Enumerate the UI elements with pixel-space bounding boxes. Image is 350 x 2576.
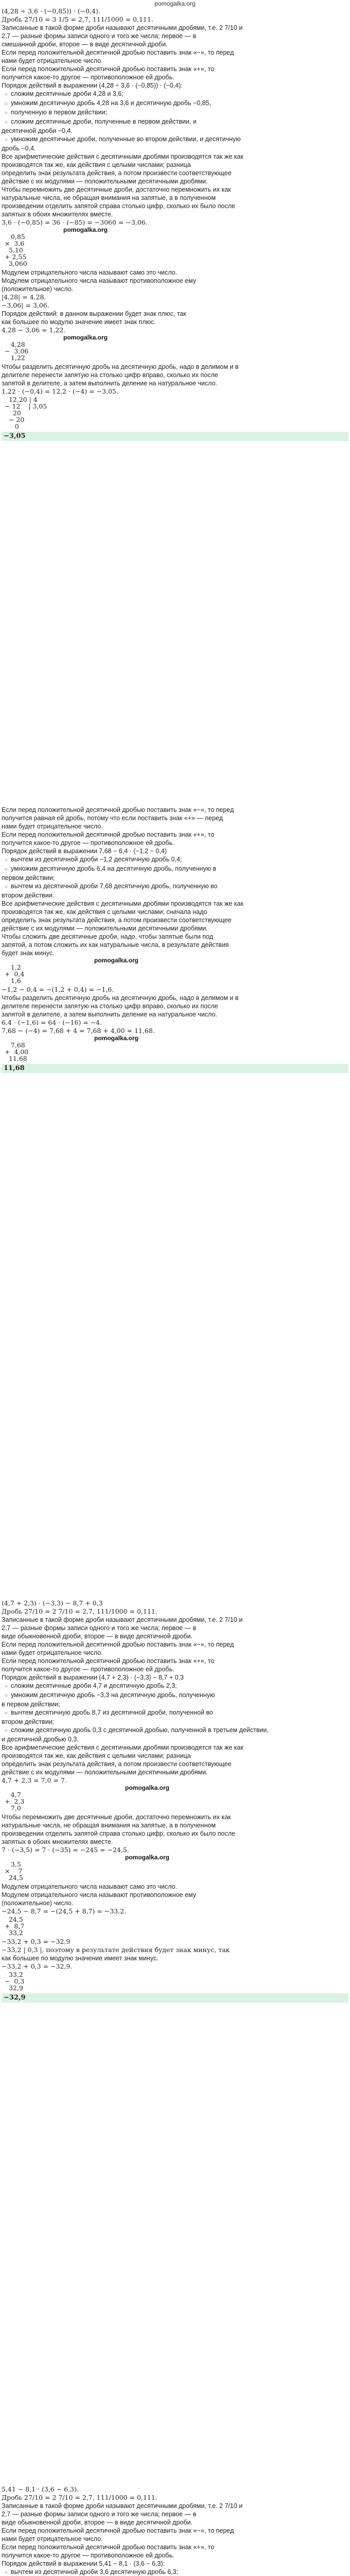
text-line: нами будет отрицательное число.: [2, 57, 103, 64]
text-line: Если перед положительной десятичной дробью поставить знак «+», то: [2, 1657, 215, 1665]
text-line: первом действии;: [2, 874, 55, 882]
math-line: 7,68 − (−4) = 7,68 + 4 = 7,68 + 4,00 = 11,68.: [2, 1027, 155, 1035]
text-line: нами будет отрицательное число.: [2, 2535, 103, 2543]
text-line: определить знак результата действия, а потом произвести соответствующее: [2, 1760, 232, 1768]
text-line: запятой, а потом сложить их как натуральные числа, в результате действия: [2, 941, 229, 948]
text-line: втором действии;: [2, 1718, 55, 1725]
text-line: запятой в делителе, а затем выполнить деление на натуральное число.: [2, 1011, 218, 1018]
text-line: действие с их модулями — положительными десятичными дробями.: [2, 178, 208, 185]
text-line: и десятичной дробью 0,3.: [2, 1736, 79, 1743]
calc-row: 24,5: [5, 1874, 23, 1882]
text-line: Модулем отрицательного числа называют противоположное ему: [2, 1891, 196, 1899]
text-line: получится какое-то другое — противоположное ей дробь.: [2, 2552, 174, 2559]
solution-section-a: [2, 7, 348, 806]
answer-highlight: −32,9: [2, 1993, 348, 2003]
text-line: делителе перенести запятую на столько цифр вправо, сколько их после: [2, 371, 218, 379]
text-line: Если перед положительной десятичной дробью поставить знак «−», то перед: [2, 2527, 234, 2534]
text-line: ○ сложим десятичные дроби, полученные в первом действии, и: [2, 117, 348, 127]
text-line: получится какое-то другое — противоположное ей дробь.: [2, 74, 174, 81]
math-line: (4,28 ÷ 3,6 · (−0,85)) · (−0,4).: [2, 7, 100, 15]
math-line: |4,28| = 4,28.: [2, 293, 46, 301]
text-line: виде обыкновенной дроби, второе — в виде десятичной дроби.: [2, 1633, 192, 1640]
calc-row: 1,22: [5, 354, 25, 362]
text-line: нами будет отрицательное число.: [2, 1649, 103, 1656]
text-line: получится равная ей дробь, потому что если поставить знак «+» — перед: [2, 815, 223, 822]
calc-row: × 7: [5, 1867, 23, 1875]
text-line: Порядок действий в выражении (4,7 + 2,3) · (−3,3) − 8,7 + 0,3: [2, 1674, 184, 1681]
text-line: определить знак результата действия, а потом произвести соответствующее: [2, 170, 232, 177]
text-line: Чтобы перемножить две десятичные дроби, достаточно перемножить их как: [2, 1814, 231, 1821]
text-line: Все арифметические действия с десятичными дробями производятся так же как: [2, 153, 243, 160]
text-line: ○ вычтем из десятичной дроби 3,6 десятичную дробь 6,3;: [2, 2568, 348, 2576]
text-line: произведении отделить запятой справа столько цифр, сколько их было после: [2, 202, 235, 210]
calc-row: 24,5: [5, 1916, 23, 1923]
site-watermark: pomogalka.org: [154, 0, 196, 7]
math-line: 5,41 − 8,1 · (3,6 − 6,3).: [2, 2485, 79, 2493]
text-line: Если перед положительной десятичной дробью поставить знак «−», то перед: [2, 49, 234, 56]
column-calculation: [5, 396, 348, 430]
calc-row: 20: [5, 409, 21, 417]
text-line: нами будет отрицательное число.: [2, 823, 103, 830]
text-line: ○ сложим десятичные дроби 4,28 и 3,6;: [2, 90, 348, 99]
text-line: натуральные числа, не обращая внимания на запятые, а в полученном: [2, 194, 216, 201]
calc-row: 4,7: [5, 1791, 21, 1799]
math-line: Дробь 27/10 = 3 1/5 = 2,7, 111/1000 = 0,111.: [2, 15, 153, 23]
math-line: Дробь 27/10 = 2 7/10 = 2,7, 111/1000 = 0,111.: [2, 1607, 157, 1615]
text-line: ○ вычтем десятичную дробь 8,7 из десятичной дроби, полученной во: [2, 1708, 348, 1718]
math-line: −3,06| = 3,06.: [2, 301, 49, 309]
text-line: Порядок действий в выражении 7,68 − 6,4 · (−1,2 − 0,4): [2, 848, 167, 855]
text-line: в первом действии;: [2, 1701, 60, 1708]
text-line: ○ умножим десятичную дробь 4,28 на 3,6 и десятичную дробь −0,85,: [2, 99, 348, 108]
watermark: pomogalka.org: [63, 226, 108, 233]
calc-row: + 8,7: [5, 1922, 25, 1930]
text-line: определить знак результата действия, а потом произвести соответствующее: [2, 917, 232, 924]
text-line: произведении отделить запятой справа столько цифр, сколько их было после: [2, 1830, 235, 1837]
calc-row: − 20: [5, 416, 25, 423]
text-line: 2,7 — разные формы записи одного и того же числа; первое — в: [2, 32, 197, 40]
calc-row: + 0,4: [5, 970, 25, 978]
watermark: pomogalka.org: [94, 957, 139, 964]
watermark: pomogalka.org: [125, 1854, 170, 1861]
math-line: −33,2 + 0,3 = −32,9: [2, 1938, 71, 1945]
calc-row: + 2,3: [5, 1798, 25, 1805]
calc-row: 5,10: [5, 246, 23, 254]
calc-row: 32,9: [5, 1984, 23, 1992]
solution-content: [2, 7, 348, 2576]
text-line: получится какое-то другое — противоположное ей дробь.: [2, 1666, 174, 1673]
calc-row: 4,28: [5, 341, 25, 348]
math-line: 6,4 · (−1,6) = 64 · (−16) = −4.: [2, 1019, 102, 1026]
math-line: −33,2 | 0,3 |, поэтому в результате действия будет знак минус, так: [2, 1946, 230, 1954]
text-line: ○ умножим десятичную дробь −3,3 на десятичную дробь, полученную: [2, 1691, 348, 1700]
text-line: Порядок действий в выражении (4,28 ÷ 3,6 · (−0,85)) · (−0,4):: [2, 82, 183, 89]
calc-row: 0,85: [5, 233, 25, 241]
calc-row: 12,20 | 4: [5, 396, 38, 403]
watermark: pomogalka.org: [125, 1784, 170, 1791]
text-line: ○ сложим десятичную дробь 0,3 с десятичной дробью, полученной в третьем действии,: [2, 1726, 348, 1735]
column-calculation: [5, 1791, 348, 1811]
text-line: Модулем отрицательного числа называют само это число.: [2, 1883, 178, 1890]
text-line: Если перед положительной десятичной дробью поставить знак «−», то перед: [2, 806, 234, 814]
text-line: Все арифметические действия с десятичными дробями производятся так же как: [2, 900, 243, 907]
text-line: действие с их модулями — положительными десятичными дробями.: [2, 925, 208, 932]
calc-row: 33,2: [5, 1971, 23, 1978]
text-line: 2,7 — разные формы записи одного и того же числа; первое — в: [2, 2511, 197, 2518]
text-line: запятых в обоих множителях вместе.: [2, 211, 113, 218]
text-line: будет знак минус.: [2, 950, 55, 957]
text-line: Если перед положительной десятичной дробью поставить знак «−», то перед: [2, 1641, 234, 1648]
solution-section-c: [2, 1599, 348, 2485]
text-line: ○ сложим десятичные дроби 4,7 и десятичную дробь 2,3;: [2, 1682, 348, 1691]
text-line: запятых в обоих множителях вместе.: [2, 1838, 113, 1845]
text-line: как большее по модулю значение имеет знак плюс.: [2, 318, 156, 326]
text-line: производятся так же, как действия с целыми числами; разница: [2, 161, 191, 168]
column-calculation: [5, 1042, 348, 1062]
calc-row: 0: [5, 422, 19, 430]
text-line: ○ вычтем из десятичной дроби 7,68 десятичную дробь, полученную во: [2, 882, 348, 891]
math-line: 4,28 − 3,06 = 1,22.: [2, 326, 66, 334]
text-line: Порядок действий: в данном выражении будет знак плюс, так: [2, 310, 186, 317]
text-line: делителе перенести запятую на столько цифр вправо, сколько их после: [2, 1003, 218, 1010]
calc-row: × 3,6: [5, 240, 25, 247]
text-line: ○ вычтем из десятичной дроби −1,2 десятичную дробь 0,4;: [2, 855, 348, 865]
text-line: Записанные в такой форме дроби называют десятичными дробями, т.е. 2 7/10 и: [2, 24, 243, 31]
text-line: Записанные в такой форме дроби называют десятичными дробями, т.е. 2 7/10 и: [2, 1616, 243, 1623]
calc-row: 7,68: [5, 1041, 25, 1049]
math-line: Дробь 27/10 = 2 7/10 = 2,7, 111/1000 = 0,111.: [2, 2494, 157, 2501]
solution-section-d: [2, 2485, 348, 2576]
calc-row: − 0,3: [5, 1977, 25, 1985]
text-line: ○ умножим десятичную дробь 6,4 на десятичную дробь, полученную в: [2, 865, 348, 874]
text-line: 2,7 — разные формы записи одного и того же числа; первое — в: [2, 1624, 197, 1632]
math-line: (4,7 + 2,3) · (−3,3) − 8,7 + 0,3: [2, 1599, 103, 1607]
math-line: 7 · (−3,5) = 7 · (−35) = −245 = −24,5.: [2, 1846, 129, 1854]
text-line: Если перед положительной десятичной дробью поставить знак «+», то: [2, 831, 215, 838]
text-line: смешанной дроби, второе — в виде десятичной дроби.: [2, 41, 168, 48]
text-line: действие с их модулями — положительными десятичными дробями.: [2, 1769, 208, 1776]
calc-row: 1,2: [5, 963, 21, 971]
column-calculation: [5, 964, 348, 984]
text-line: дробь −0,4.: [2, 145, 36, 152]
calc-row: 11,68: [5, 1055, 27, 1062]
text-line: (положительное) число.: [2, 1900, 74, 1907]
text-line: Чтобы перемножить две десятичные дроби, достаточно перемножить их как: [2, 186, 231, 193]
watermark: pomogalka.org: [94, 1035, 139, 1042]
text-line: Чтобы сложить две десятичные дроби, надо, чтобы запятые были под: [2, 933, 214, 940]
calc-row: 7,0: [5, 1804, 21, 1812]
text-line: Порядок действий в выражении 5,41 − 8,1 · (3,6 − 6,3):: [2, 2560, 165, 2567]
text-line: запятой в делителе, а затем выполнить деление на натуральное число.: [2, 380, 218, 387]
text-line: Если перед положительной десятичной дробью поставить знак «+», то: [2, 2544, 215, 2551]
math-line: −33,2 + 0,3 = −32,9.: [2, 1962, 73, 1970]
calc-row: 3,5: [5, 1860, 21, 1868]
watermark: pomogalka.org: [63, 334, 108, 341]
text-line: производятся так же, как действия с целыми числами; сначала надо: [2, 908, 207, 916]
math-line: 3,6 · (−0,85) = 36 · (−85) = −3060 = −3,06.: [2, 218, 148, 226]
text-line: ○ полученную в первом действии;: [2, 108, 348, 117]
calc-row: 33,2: [5, 1929, 23, 1937]
text-line: получится какое-то другое — противоположное ей дробь.: [2, 839, 174, 846]
answer-highlight: 11,68: [2, 1064, 348, 1073]
column-calculation: [5, 1916, 348, 1936]
text-line: Чтобы разделить десятичную дробь на десятичную дробь, надо в делимом и в: [2, 363, 239, 370]
text-line: виде обыкновенной дроби, второе — в виде десятичной дроби.: [2, 2519, 192, 2526]
solution-section-b: [2, 806, 348, 1599]
math-line: −24,5 − 8,7 = −(24,5 + 8,7) = −33,2.: [2, 1907, 127, 1915]
text-line: натуральные числа, не обращая внимания на запятые, а в полученном: [2, 1822, 216, 1829]
text-line: Модулем отрицательного числа называют само это число.: [2, 269, 178, 276]
text-line: ○ умножим десятичные дроби, полученные во втором действии, и десятичную: [2, 135, 348, 144]
answer-highlight: −3,05: [2, 432, 348, 441]
text-line: Чтобы разделить десятичную дробь на десятичную дробь, надо в делимом и в: [2, 994, 239, 1002]
text-line: втором действии.: [2, 892, 55, 899]
calc-row: + 4,00: [5, 1048, 29, 1056]
text-line: Записанные в такой форме дроби называют десятичными дробями, т.е. 2 7/10 и: [2, 2502, 243, 2510]
calc-row: − 12 | 3,05: [5, 402, 47, 410]
math-line: −1,2 − 0,4 = −(1,2 + 0,4) = −1,6.: [2, 986, 114, 993]
text-line: Если перед положительной десятичной дробью поставить знак «+», то: [2, 65, 215, 73]
column-calculation: [5, 233, 348, 267]
text-line: Все арифметические действия с десятичными дробями производятся так же как: [2, 1744, 243, 1751]
column-calculation: [5, 341, 348, 361]
math-line: 4,7 + 2,3 = 7,0 = 7.: [2, 1776, 67, 1784]
calc-row: 3,060: [5, 260, 27, 267]
text-line: (положительное) число.: [2, 285, 74, 293]
calc-row: 1,6: [5, 977, 21, 985]
math-line: 1,22 · (−0,4) = 12,2 · (−4) = −3,05.: [2, 387, 118, 395]
text-line: производятся так же, как действия с целыми числами; разница: [2, 1752, 191, 1759]
column-calculation: [5, 1861, 348, 1881]
calc-row: − 3,06: [5, 347, 29, 355]
text-line: десятичной дроби −0,4.: [2, 127, 73, 134]
text-line: Модулем отрицательного числа называют противоположное ему: [2, 277, 196, 284]
text-line: как большее по модулю значение имеет знак минус.: [2, 1955, 159, 1962]
column-calculation: [5, 1971, 348, 1991]
calc-row: + 2,55: [5, 253, 27, 261]
